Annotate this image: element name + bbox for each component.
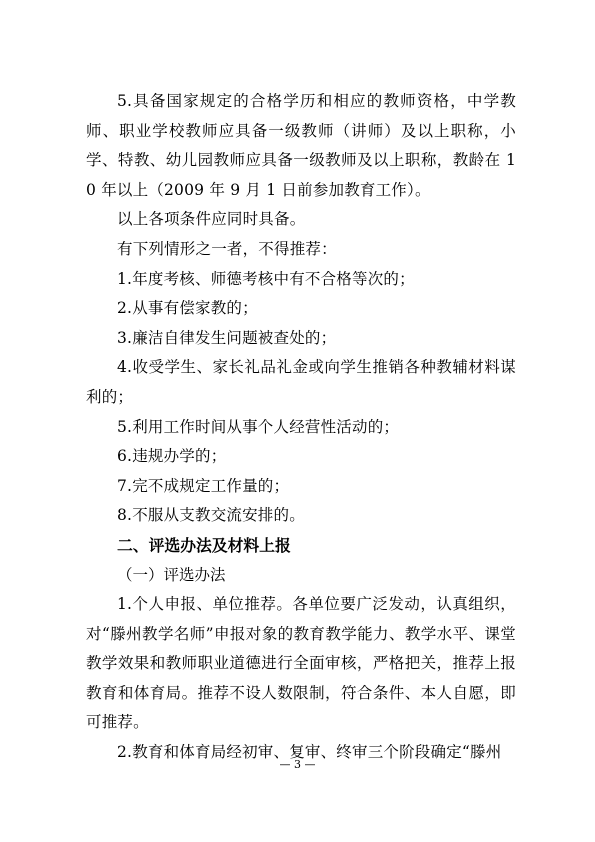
page-number: — 3 — — [279, 758, 316, 771]
section-heading: 二、评选办法及材料上报 — [117, 535, 291, 555]
exclusion-item-7: 7.完不成规定工作量的； — [117, 476, 290, 495]
exclusion-item-1: 1.年度考核、师德考核中有不合格等次的； — [117, 269, 415, 288]
exclusion-item-4: 4.收受学生、家长礼品礼金或向学生推销各种教辅材料谋利的； — [86, 358, 516, 406]
paragraph-qualification-5: 5.具备国家规定的合格学历和相应的教师资格，中学教师、职业学校教师应具备一级教师（讲师）及以上职称，小学、特教、幼儿园教师应具备一级教师及以上职称，教龄在 10 年以上（2009 年 9 月 1 日前参加教育工作）。 — [86, 92, 516, 199]
exclusion-item-6: 6.违规办学的； — [117, 447, 227, 466]
page-content — [86, 87, 516, 768]
paragraph-all-conditions: 以上各项条件应同时具备。 — [117, 210, 306, 229]
exclusion-item-8: 8.不服从支教交流安排的。 — [117, 506, 305, 525]
subsection-heading: （一）评选办法 — [117, 565, 226, 584]
selection-method-1: 1.个人申报、单位推荐。各单位要广泛发动，认真组织，对“滕州教学名师”申报对象的教育教学能力、教学水平、课堂教学效果和教师职业道德进行全面审核，严格把关，推荐上报教育和体育局。推荐不设人数限制，符合条件、本人自愿，即可推荐。 — [86, 595, 516, 732]
exclusion-item-3: 3.廉洁自律发生问题被查处的； — [117, 328, 337, 347]
selection-method-2: 2.教育和体育局经初审、复审、终审三个阶段确定“滕州 — [117, 743, 502, 762]
exclusion-item-2: 2.从事有偿家教的； — [117, 299, 258, 318]
exclusion-item-5: 5.利用工作时间从事个人经营性活动的； — [117, 417, 400, 436]
paragraph-exclusions-intro: 有下列情形之一者，不得推荐： — [117, 239, 337, 258]
